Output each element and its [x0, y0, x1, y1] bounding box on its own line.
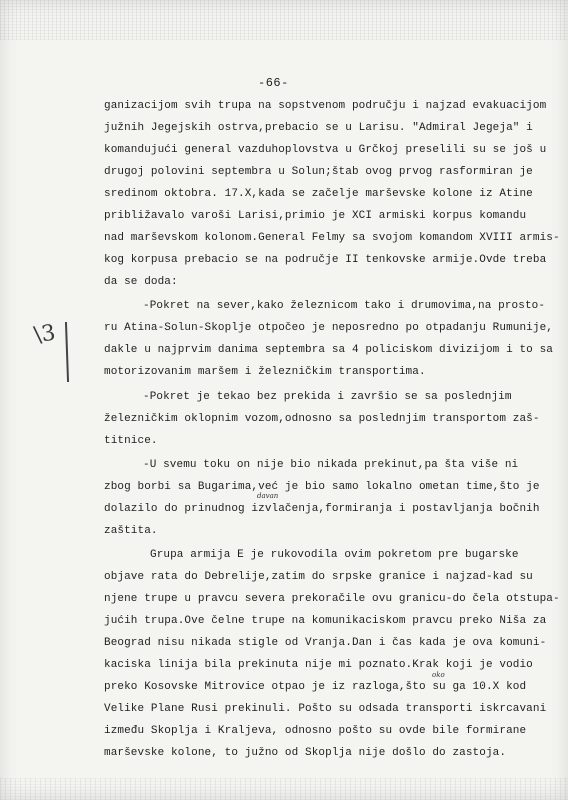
text-line-17: -U svemu toku on nije bio nikada prekinut,pa šta više ni — [143, 459, 519, 471]
margin-bracket-line — [65, 322, 69, 382]
text-line-7: nad marševskom kolonom.General Felmy sa svojom komandom XVIII armis- — [104, 232, 560, 244]
text-line-2: južnih Jegejskih ostrva,prebacio se u Larisu. "Admiral Jegeja" i — [104, 122, 533, 134]
text-line-14: -Pokret je tekao bez prekida i završio se sa poslednjim — [143, 391, 512, 403]
text-line-19: dolazilo do prinudnog izvlačenja,formiranja i postavljanja bočnih — [104, 503, 540, 515]
text-line-12: dakle u najprvim danima septembra sa 4 policiskom divizijom i to sa — [104, 344, 553, 356]
text-line-10: -Pokret na sever,kako železnicom tako i drumovima,na prosto- — [143, 300, 546, 312]
text-line-9: da se doda: — [104, 276, 178, 288]
handwritten-margin-mark: \3 — [32, 320, 58, 349]
text-line-30: marševske kolone, to južno od Skoplja nije došlo do zastoja. — [104, 747, 507, 759]
text-line-28: Velike Plane Rusi prekinuli. Pošto su odsada transporti iskrcavani — [104, 703, 547, 715]
text-line-6: približavalo varoši Larisi,primio je XCI armiski korpus komandu — [104, 210, 527, 222]
text-line-5: sredinom oktobra. 17.X,kada se začelje marševske kolone iz Atine — [104, 188, 533, 200]
handwritten-interlinear-note-2: oko — [432, 671, 445, 679]
handwritten-interlinear-note: davan — [257, 492, 279, 500]
text-line-23: njene trupe u pravcu severa prekoračile ovu granicu-do čela otstupa- — [104, 593, 560, 605]
text-line-4: drugoj polovini septembra u Solun;štab ovog prvog rasformiran je — [104, 166, 533, 178]
scan-noise-top — [0, 0, 568, 40]
text-line-18: zbog borbi sa Bugarima,već je bio samo lokalno ometan time,što je — [104, 481, 540, 493]
scan-noise-bottom — [0, 778, 568, 800]
text-line-24: jućih trupa.Ove čelne trupe na komunikaciskom pravcu preko Niša za — [104, 615, 547, 627]
text-line-3: komandujući general vazduhoplovstva u Grčkoj preselili su se još u — [104, 144, 547, 156]
text-line-29: između Skoplja i Kraljeva, odnosno pošto su ovde bile formirane — [104, 725, 527, 737]
text-line-22: objave rata do Debrelije,zatim do srpske granice i najzad-kad su — [104, 571, 533, 583]
text-line-20: zaštita. — [104, 525, 158, 537]
text-line-13: motorizovanim maršem i železničkim transportima. — [104, 366, 426, 378]
text-line-11: ru Atina-Solun-Skoplje otpočeo je neposredno po otpadanju Rumunije, — [104, 322, 553, 334]
text-line-25: Beograd nisu nikada stigle od Vranja.Dan i čas kada je ova komuni- — [104, 637, 547, 649]
text-line-16: titnice. — [104, 435, 158, 447]
text-line-8: kog korpusa prebacio se na područje II tenkovske armije.Ovde treba — [104, 254, 547, 266]
text-line-26: kaciska linija bila prekinuta nije mi poznato.Krak koji je vodio — [104, 659, 533, 671]
page-number: -66- — [258, 76, 289, 90]
text-line-15: železničkim oklopnim vozom,odnosno sa poslednjim transportom zaš- — [104, 413, 540, 425]
text-line-1: ganizacijom svih trupa na sopstvenom području i najzad evakuacijom — [104, 100, 547, 112]
text-line-21: Grupa armija E je rukovodila ovim pokretom pre bugarske — [150, 549, 519, 561]
text-line-27: preko Kosovske Mitrovice otpao je iz razloga,što su ga 10.X kod — [104, 681, 527, 693]
